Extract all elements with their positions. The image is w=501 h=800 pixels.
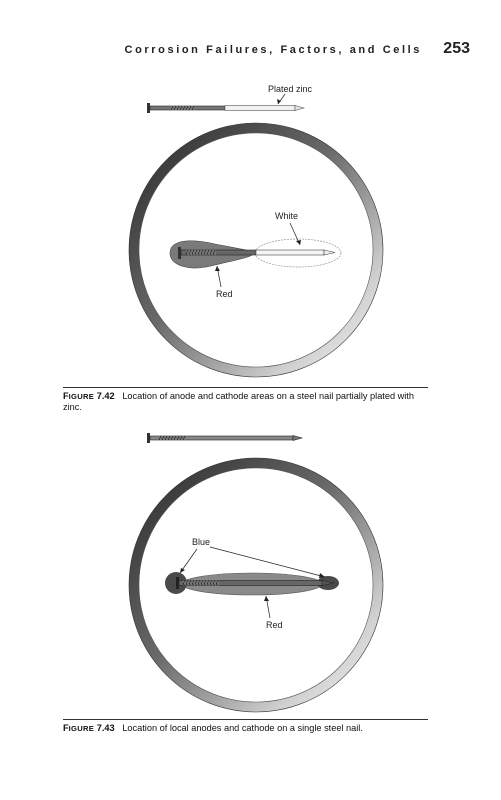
figure-7-42-drawing [0, 0, 501, 390]
running-title: Corrosion Failures, Factors, and Cells [124, 44, 422, 56]
zinc-plated-nail [147, 103, 304, 113]
caption-7-43 [63, 723, 428, 734]
steel-nail [147, 433, 302, 443]
caption-7-42 [63, 391, 428, 413]
caption-figure-word: IGURE [68, 392, 95, 401]
caption-figure-number: 7.43 [96, 723, 115, 733]
caption-figure-word: IGURE [68, 724, 95, 733]
caption-text: Location of anode and cathode areas on a steel nail partially plated with zinc. [63, 391, 414, 412]
caption-rule-7-42 [63, 387, 428, 388]
figure-7-43 [0, 420, 501, 720]
caption-text: Location of local anodes and cathode on a single steel nail. [122, 723, 363, 733]
caption-rule-7-43 [63, 719, 428, 720]
caption-figure-initial: F [63, 723, 69, 733]
caption-figure-initial: F [63, 391, 69, 401]
caption-figure-number: 7.42 [96, 391, 115, 401]
label-red: Red [216, 289, 233, 299]
figure-7-42 [0, 0, 501, 390]
figure-7-43-drawing [0, 420, 501, 720]
label-plated-zinc: Plated zinc [268, 84, 313, 94]
page-number: 253 [443, 40, 470, 57]
label-white: White [275, 211, 299, 221]
blue-arrow-tip [210, 547, 325, 577]
label-blue: Blue [192, 537, 211, 547]
label-red: Red [266, 620, 283, 630]
